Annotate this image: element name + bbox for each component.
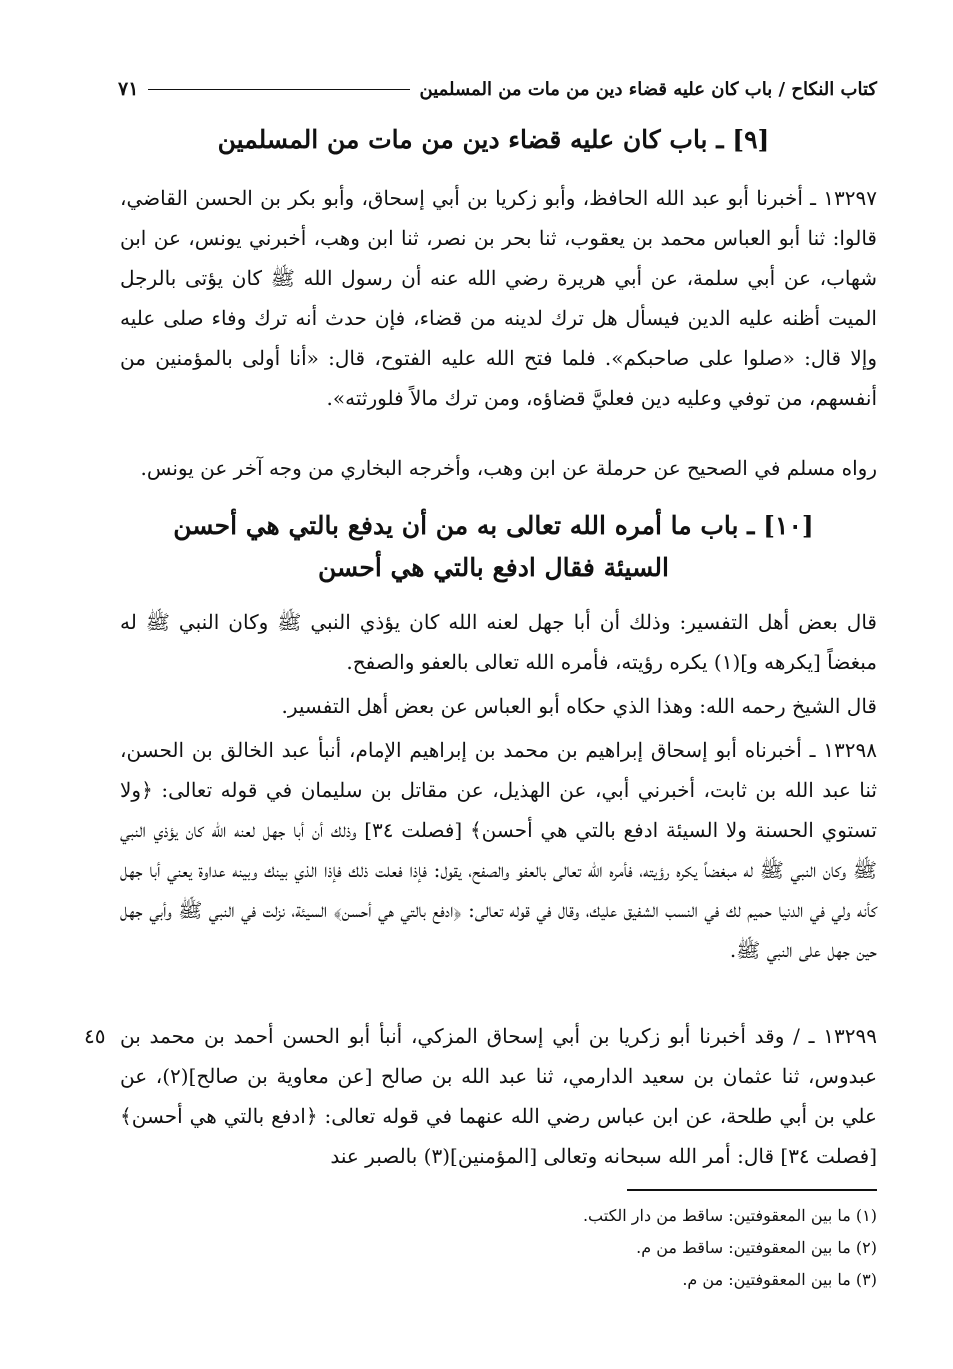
header-rule	[148, 89, 409, 90]
hadith-13299: ١٣٢٩٩ ـ / وقد أخبرنا أبو زكريا بن أبي إسحاق المزكي، أنبأ أبو الحسن أحمد بن محمد بن عبدوس، ثنا عثمان بن سعيد الدارمي، ثنا عبد الله بن صالح [عن معاوية بن صالح](٢)، عن علي بن أبي طلحة، عن ابن عباس رضي الله عنهما في قوله تعالى: ﴿ادفع بالتي هي أحسن﴾ [فصلت ٣٤] قال: أمر الله سبحانه وتعالى [المؤمنين](٣) بالصبر عند	[120, 1024, 877, 1168]
footnote-2: (٢) ما بين المعقوفتين: ساقط من م.	[636, 1238, 877, 1257]
takhrij-note: رواه مسلم في الصحيح عن حرملة عن ابن وهب، وأخرجه البخاري من وجه آخر عن يونس.	[140, 456, 877, 480]
page-number: ٧١	[118, 78, 139, 100]
running-title: كتاب النكاح / باب كان عليه قضاء دين من مات من المسلمين	[419, 78, 877, 100]
chapter-heading-10-line2: السيئة فقال ادفع بالتي هي أحسن	[318, 553, 669, 582]
margin-page-marker: ٤٥	[84, 1024, 106, 1048]
chapter-heading-9: [٩] ـ باب كان عليه قضاء دين من مات من المسلمين	[217, 125, 770, 154]
hadith-13298: ١٣٢٩٨ ـ أخبرناه أبو إسحاق إبراهيم بن محمد بن إبراهيم الإمام، أنبأ عبد الخالق بن الحسن، ثنا عبد الله بن ثابت، أخبرني أبي، عن الهذيل، عن مقاتل بن سليمان في قوله تعالى: ﴿ولا تستوي الحسنة ولا السيئة ادفع بالتي هي أحسن﴾ [فصلت ٣٤] وذلك أن أبا جهل لعنه الله كان يؤذي النبي ﷺ وكان النبي ﷺ له مبغضاً يكره رؤيته، فأمره الله تعالى بالعفو والصفح، يقول: فإذا فعلت ذلك فإذا الذي بينك وبينه عداوة يعني أبا جهل كأنه ولي في الدنيا حميم لك في النسب الشفيق عليك، وقال في قوله تعالى: ﴿ادفع بالتي هي أحسن﴾ السيئة، نزلت في النبي ﷺ وأبي جهل حين جهل على النبي ﷺ.	[120, 738, 877, 962]
running-header	[118, 72, 877, 106]
footnote-3: (٣) ما بين المعقوفتين: من م.	[682, 1270, 877, 1289]
chapter-heading-10-line1: [١٠] ـ باب ما أمره الله تعالى به من أن يدفع بالتي هي أحسن	[173, 511, 814, 540]
footnote-separator	[627, 1189, 877, 1191]
sheikh-comment: قال الشيخ رحمه الله: وهذا الذي حكاه أبو العباس عن بعض أهل التفسير.	[281, 694, 877, 718]
hadith-13297: ١٣٢٩٧ ـ أخبرنا أبو عبد الله الحافظ، وأبو زكريا بن أبي إسحاق، وأبو بكر بن الحسن القاضي، قالوا: ثنا أبو العباس محمد بن يعقوب، ثنا بحر بن نصر، ثنا ابن وهب، أخبرني يونس، عن ابن شهاب، عن أبي سلمة، عن أبي هريرة رضي الله عنه أن رسول الله ﷺ كان يؤتى بالرجل الميت أظنه عليه الدين فيسأل هل ترك لدينه من قضاء، فإن حدث أنه ترك وفاء صلى عليه وإلا قال: «صلوا على صاحبكم». فلما فتح الله عليه الفتوح، قال: «أنا أولى بالمؤمنين من أنفسهم، من توفي وعليه دين فعليَّ قضاؤه، ومن ترك مالاً فلورثته».	[120, 186, 877, 410]
tafsir-intro: قال بعض أهل التفسير: وذلك أن أبا جهل لعنه الله كان يؤذي النبي ﷺ وكان النبي ﷺ له مبغضاً [يكرهه و](١) يكره رؤيته، فأمره الله تعالى بالعفو والصفح.	[120, 610, 877, 674]
footnote-1: (١) ما بين المعقوفتين: ساقط من دار الكتب.	[582, 1206, 877, 1225]
